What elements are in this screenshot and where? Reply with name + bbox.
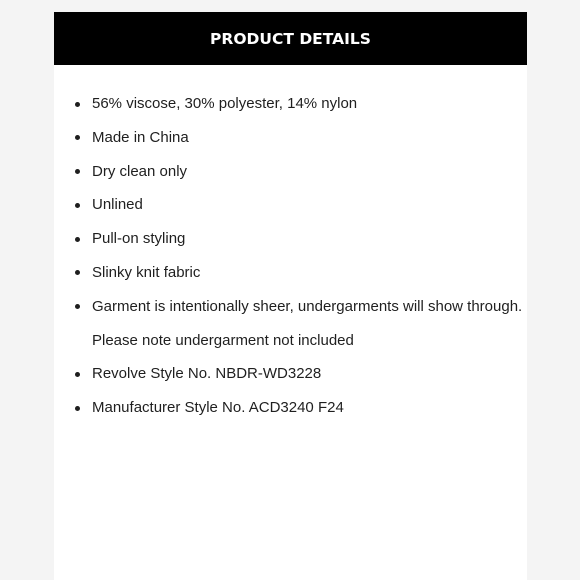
detail-item-fabric <box>54 256 527 290</box>
bullet-icon <box>75 135 80 140</box>
product-details-list <box>54 87 527 425</box>
bullet-icon <box>75 203 80 208</box>
detail-item-origin <box>54 121 527 155</box>
detail-item-revolve-style <box>54 357 527 391</box>
product-details-panel <box>54 12 527 580</box>
detail-text: Pull-on styling <box>92 230 186 248</box>
detail-item-manufacturer-style <box>54 391 527 425</box>
bullet-icon <box>75 169 80 174</box>
detail-item-material <box>54 87 527 121</box>
detail-item-sheer-note <box>54 290 527 358</box>
detail-text: Revolve Style No. NBDR-WD3228 <box>92 365 322 383</box>
product-details-header <box>54 12 527 65</box>
detail-item-care <box>54 155 527 189</box>
bullet-icon <box>75 304 80 309</box>
detail-text: Garment is intentionally sheer, undergarments will show through. <box>92 297 523 315</box>
detail-text: Slinky knit fabric <box>92 263 201 281</box>
detail-text: Unlined <box>92 196 143 214</box>
detail-text: Made in China <box>92 128 189 146</box>
section-title: PRODUCT DETAILS <box>210 29 371 48</box>
bullet-icon <box>75 237 80 242</box>
bullet-icon <box>75 270 80 275</box>
bullet-icon <box>75 102 80 107</box>
detail-item-styling <box>54 222 527 256</box>
bullet-icon <box>75 372 80 377</box>
detail-text-continued: Please note undergarment not included <box>92 331 354 349</box>
bullet-icon <box>75 406 80 411</box>
detail-text: Manufacturer Style No. ACD3240 F24 <box>92 399 344 417</box>
detail-text: Dry clean only <box>92 162 188 180</box>
detail-item-lining <box>54 188 527 222</box>
detail-text: 56% viscose, 30% polyester, 14% nylon <box>92 95 358 112</box>
